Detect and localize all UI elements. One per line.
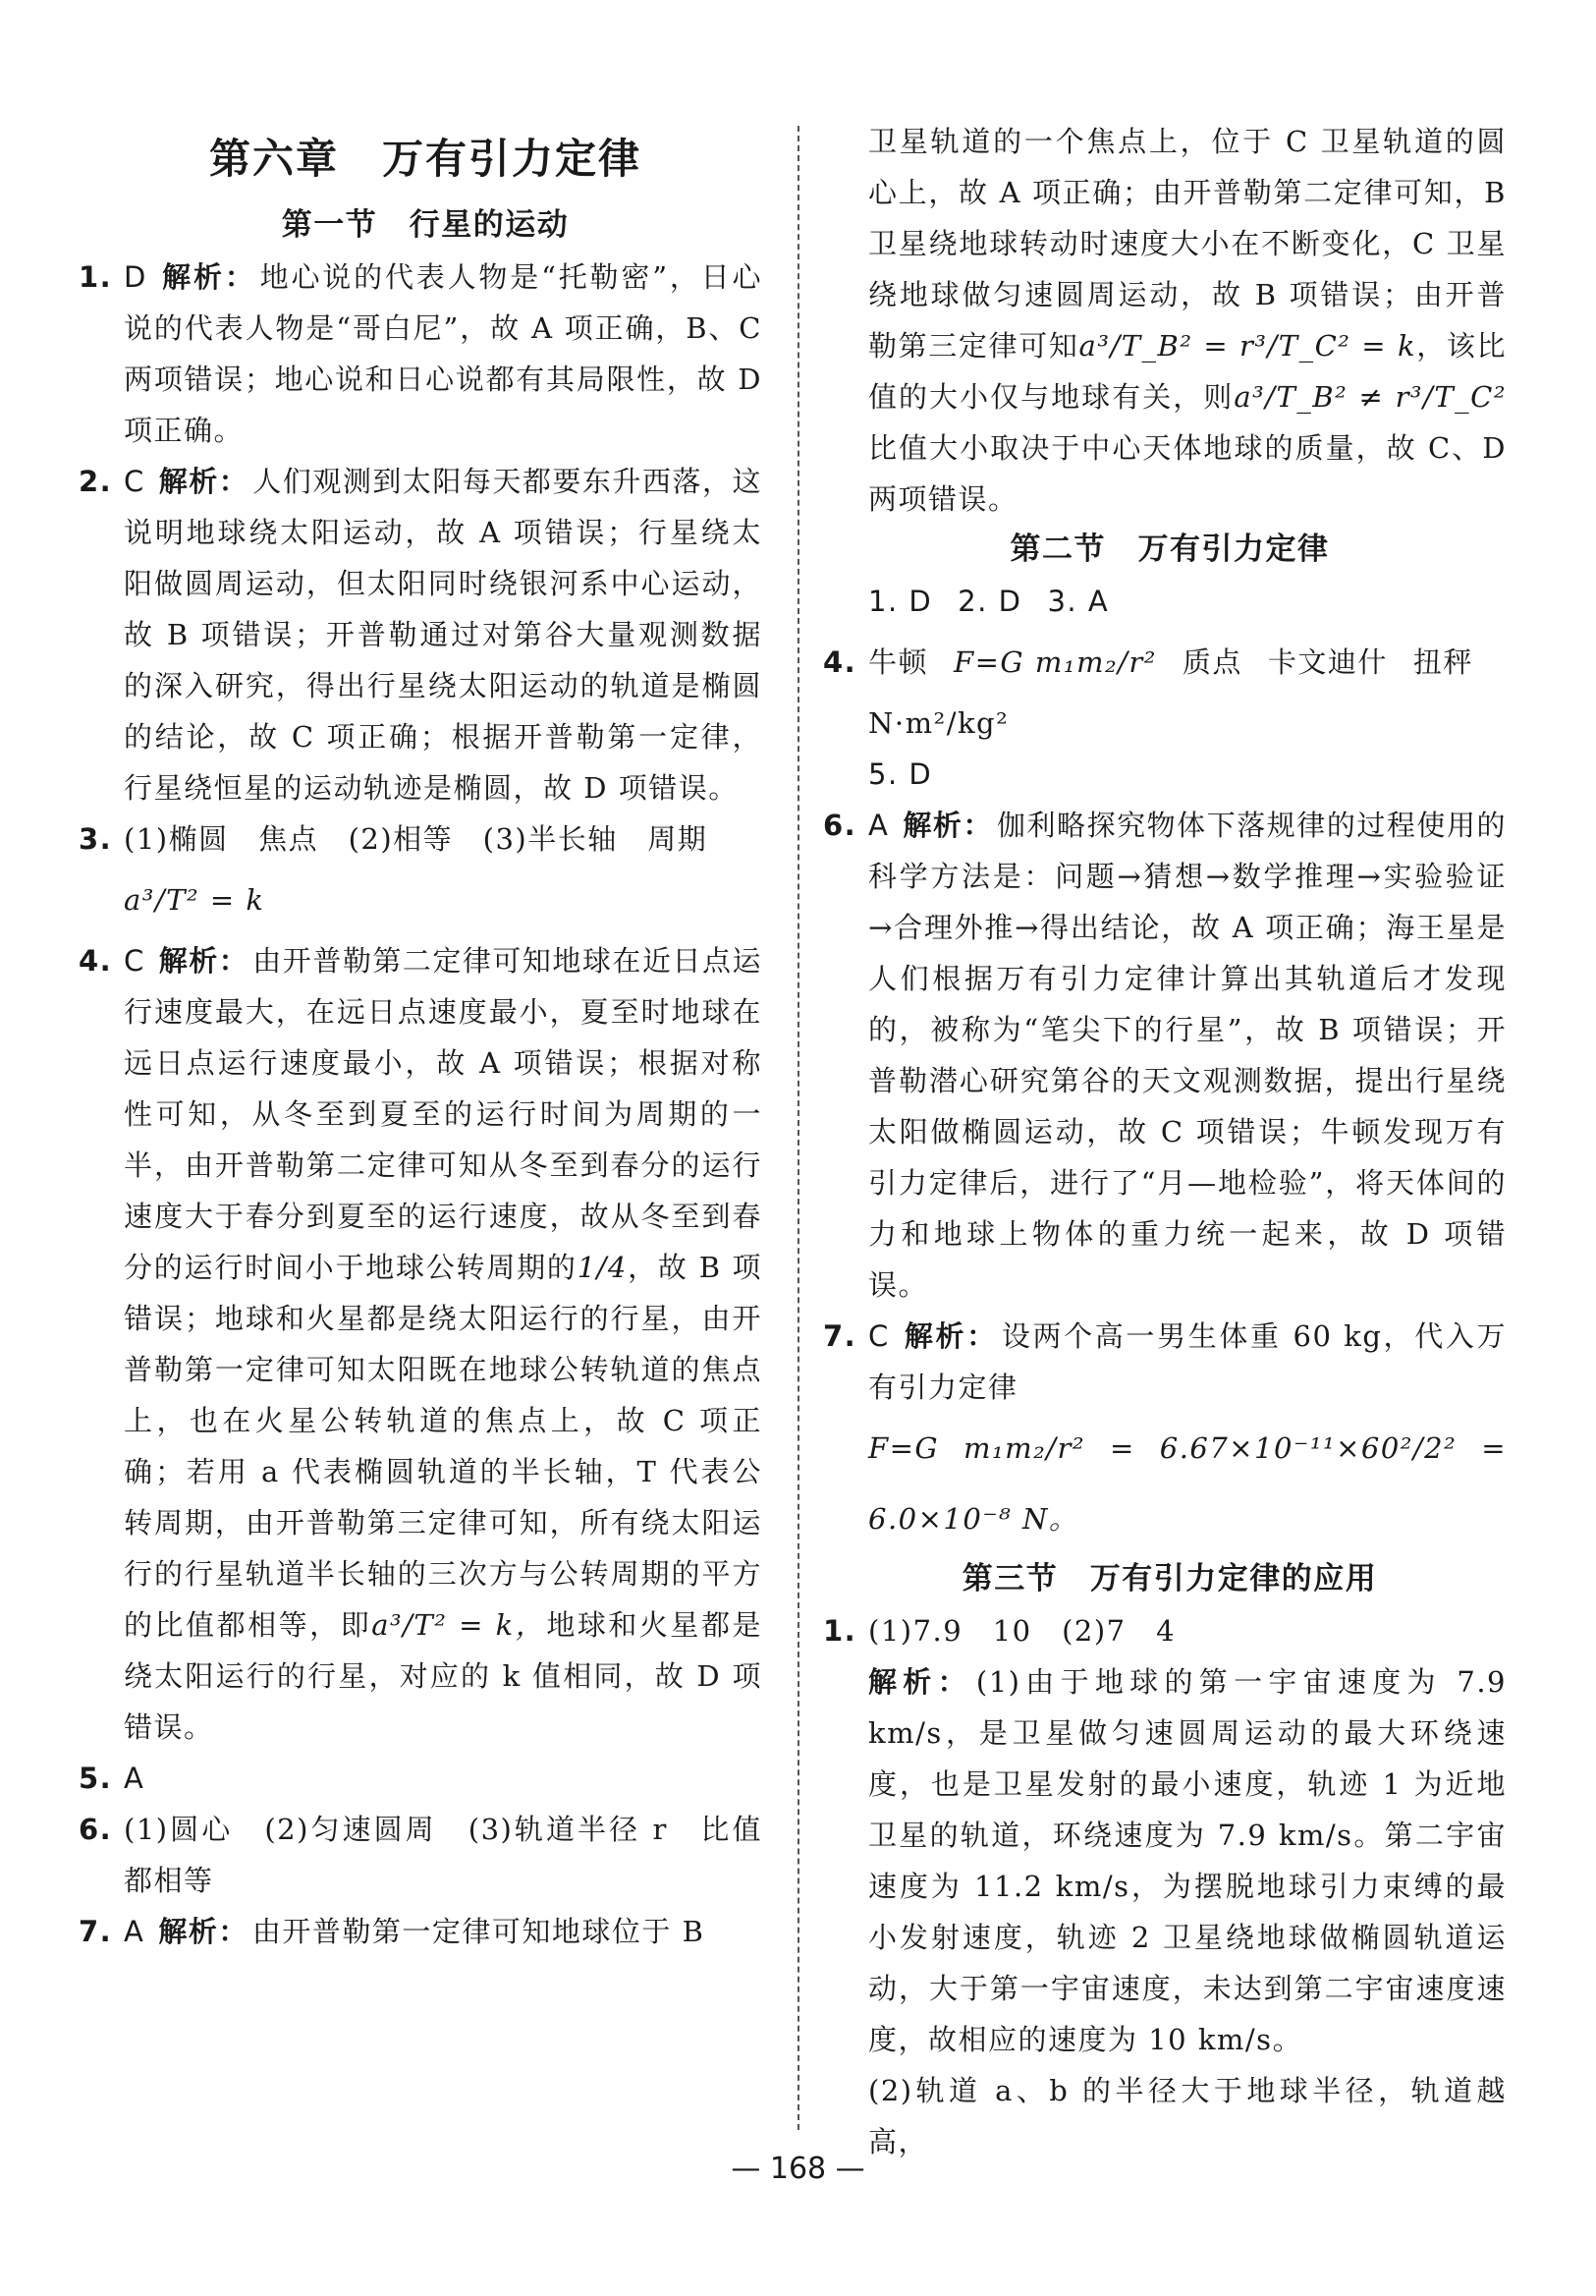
analysis-text: 伽利略探究物体下落规律的过程使用的科学方法是：问题→猜想→数学推理→实验验证→合理外推→得出结论，故 A 项正确；海王星是人们根据万有引力定律计算出其轨道后才发现的，被称为“笔尖下的行星”，故 B 项错误；开普勒潜心研究第谷的天文观测数据，提出行星绕太阳做椭圆运动，故 C 项错误；牛顿发现万有引力定律后，进行了“月—地检验”，将天体间的力和地球上物体的重力统一起来，故 D 项错误。 [868,809,1507,1302]
gravitation-calculation: F=G m₁m₂/r² = 6.67×10⁻¹¹×60²/2² = 6.0×10⁻⁸ N。 [868,1431,1507,1536]
blank-1: 牛顿 [868,645,929,679]
analysis-text: ，故 B 项错误；地球和火星都是绕太阳运行的行星，由开普勒第一定律可知太阳既在地球公转轨道的焦点上，也在火星公转轨道的焦点上，故 C 项正确；若用 a 代表椭圆轨道的半长轴，T 代表公转周期，由开普勒第三定律可知，所有绕太阳运行的行星轨道半长轴的三次方与公转周期的平方的比值都相等，即 [124,1251,762,1642]
answer-1: 1. D [868,585,933,618]
item-number: 4. [79,944,113,978]
answer-item-s2-5 [833,749,1507,800]
quarter-fraction: 1/4 [577,1251,628,1284]
chapter-title: 第六章 万有引力定律 [208,135,641,183]
analysis-paragraph-1 [833,1656,1507,2065]
answer-row-1-3 [833,576,1507,627]
analysis-text: 比值大小取决于中心天体地球的质量，故 C、D 两项错误。 [868,431,1507,516]
right-column [823,116,1507,2167]
formula-line [88,865,762,935]
answer-choice: A [124,1762,145,1795]
item-number: 1. [823,1614,857,1648]
answer-item-7 [79,1906,762,1957]
answer-item-3 [79,813,762,865]
analysis-label: 解析： [903,1319,998,1353]
answer-item-1 [79,252,762,456]
unit-line [833,698,1507,749]
answer-item-s2-7 [823,1311,1507,1413]
kepler-formula: a³/T² = k， [371,1608,547,1642]
answer-text: (1)圆心 (2)匀速圆周 (3)轨道半径 r 比值都相等 [124,1813,762,1897]
analysis-label: 解析： [868,1665,972,1699]
answer-choice: A [868,809,890,842]
continued-analysis [833,116,1507,525]
answer-text: (1)椭圆 焦点 (2)相等 (3)半长轴 周期 [124,822,708,856]
page-number: — 168 — [731,2152,865,2186]
answer-5: 5. D [868,757,933,791]
analysis-text: 地球和火星都是绕太阳运行的行星，对应的 k 值相同，故 D 项错误。 [124,1608,762,1744]
section-title-1: 第一节 行星的运动 [281,207,570,243]
answer-choice: C [868,1319,890,1353]
item-number: 1. [79,260,113,294]
section-title-3: 第三节 万有引力定律的应用 [962,1561,1378,1596]
answer-choice: C [124,944,145,978]
blank-3: 质点 [1182,645,1242,679]
answer-item-5 [79,1753,762,1804]
answer-3: 3. A [1047,585,1110,618]
kepler-inequality-formula: a³/T_B² ≠ r³/T_C² [1234,380,1507,414]
blank-4: 卡文迪什 [1267,645,1388,679]
left-column [79,116,762,1957]
answer-choice: C [124,465,145,498]
analysis-text: (2)轨道 a、b 的半径大于地球半径，轨道越高， [868,2074,1507,2158]
item-number: 4. [823,645,857,679]
item-number: 6. [823,809,857,842]
kepler-ratio-formula: a³/T_B² = r³/T_C² = k [1078,329,1417,363]
blank-5: 扭秤 [1412,645,1473,679]
answer-text: (1)7.9 10 (2)7 4 [868,1614,1177,1648]
kepler-third-law-formula: a³/T² = k [124,883,265,917]
formula-line [833,1413,1507,1554]
gravitational-constant-unit: N·m²/kg² [868,706,1010,740]
analysis-text: 设两个高一男生体重 60 kg，代入万有引力定律 [868,1319,1507,1404]
analysis-text: 地心说的代表人物是“托勒密”，日心说的代表人物是“哥白尼”，故 A 项正确，B、C 两项错误；地心说和日心说都有其局限性，故 D 项正确。 [124,260,762,447]
item-number: 5. [79,1762,113,1795]
analysis-label: 解析： [158,465,249,498]
analysis-label: 解析： [158,1915,248,1948]
answer-item-6 [79,1804,762,1906]
answer-choice: D [124,260,147,294]
gravitation-formula: F=G m₁m₂/r² [954,645,1157,679]
analysis-label: 解析： [160,260,256,294]
analysis-text: 由开普勒第一定律可知地球位于 B [251,1915,705,1948]
answer-2: 2. D [958,585,1022,618]
item-number: 6. [79,1813,113,1846]
item-number: 7. [79,1915,113,1948]
analysis-text: (1)由于地球的第一宇宙速度为 7.9 km/s，是卫星做匀速圆周运动的最大环绕速度，也是卫星发射的最小速度，轨迹 1 为近地卫星的轨道，环绕速度为 7.9 km/s。第二宇宙速度为 11.2 km/s，为摆脱地球引力束缚的最小发射速度，轨迹 2 卫星绕地球做椭圆轨道运动，大于第一宇宙速度，未达到第二宇宙速度速度，故相应的速度为 10 km/s。 [868,1665,1507,2056]
analysis-text: 由开普勒第二定律可知地球在近日点运行速度最大，在远日点速度最小，夏至时地球在远日点运行速度最小，故 A 项错误；根据对称性可知，从冬至到夏至的运行时间为周期的一半，由开普勒第二定律可知从冬至到春分的运行速度大于春分到夏至的运行速度，故从冬至到春分的运行时间小于地球公转周期的 [124,944,762,1284]
section-title-2: 第二节 万有引力定律 [1010,532,1330,567]
answer-item-2 [79,456,762,813]
analysis-text: 卫星轨道的一个焦点上，位于 C 卫星轨道的圆心上，故 A 项正确；由开普勒第二定律可知，B 卫星绕地球转动时速度大小在不断变化，C 卫星绕地球做匀速圆周运动，故 B 项错误；由开普勒第三定律可知 [868,125,1507,363]
item-number: 7. [823,1319,857,1353]
item-number: 2. [79,465,113,498]
item-number: 3. [79,822,113,856]
answer-item-s2-6 [823,800,1507,1311]
answer-item-s3-1 [823,1605,1507,1656]
answer-choice: A [124,1915,145,1948]
analysis-text: ，该比值的大小仅与地球有关，则 [868,329,1507,414]
answer-item-4 [79,935,762,1753]
analysis-text: 人们观测到太阳每天都要东升西落，这说明地球绕太阳运动，故 A 项错误；行星绕太阳做圆周运动，但太阳同时绕银河系中心运动，故 B 项错误；开普勒通过对第谷大量观测数据的深入研究，得出行星绕太阳运动的轨道是椭圆的结论，故 C 项正确；根据开普勒第一定律，行星绕恒星的运动轨迹是椭圆，故 D 项错误。 [124,465,762,805]
answer-item-s2-4 [823,627,1507,698]
column-divider [798,126,799,2130]
analysis-label: 解析： [903,809,993,842]
analysis-label: 解析： [158,944,249,978]
